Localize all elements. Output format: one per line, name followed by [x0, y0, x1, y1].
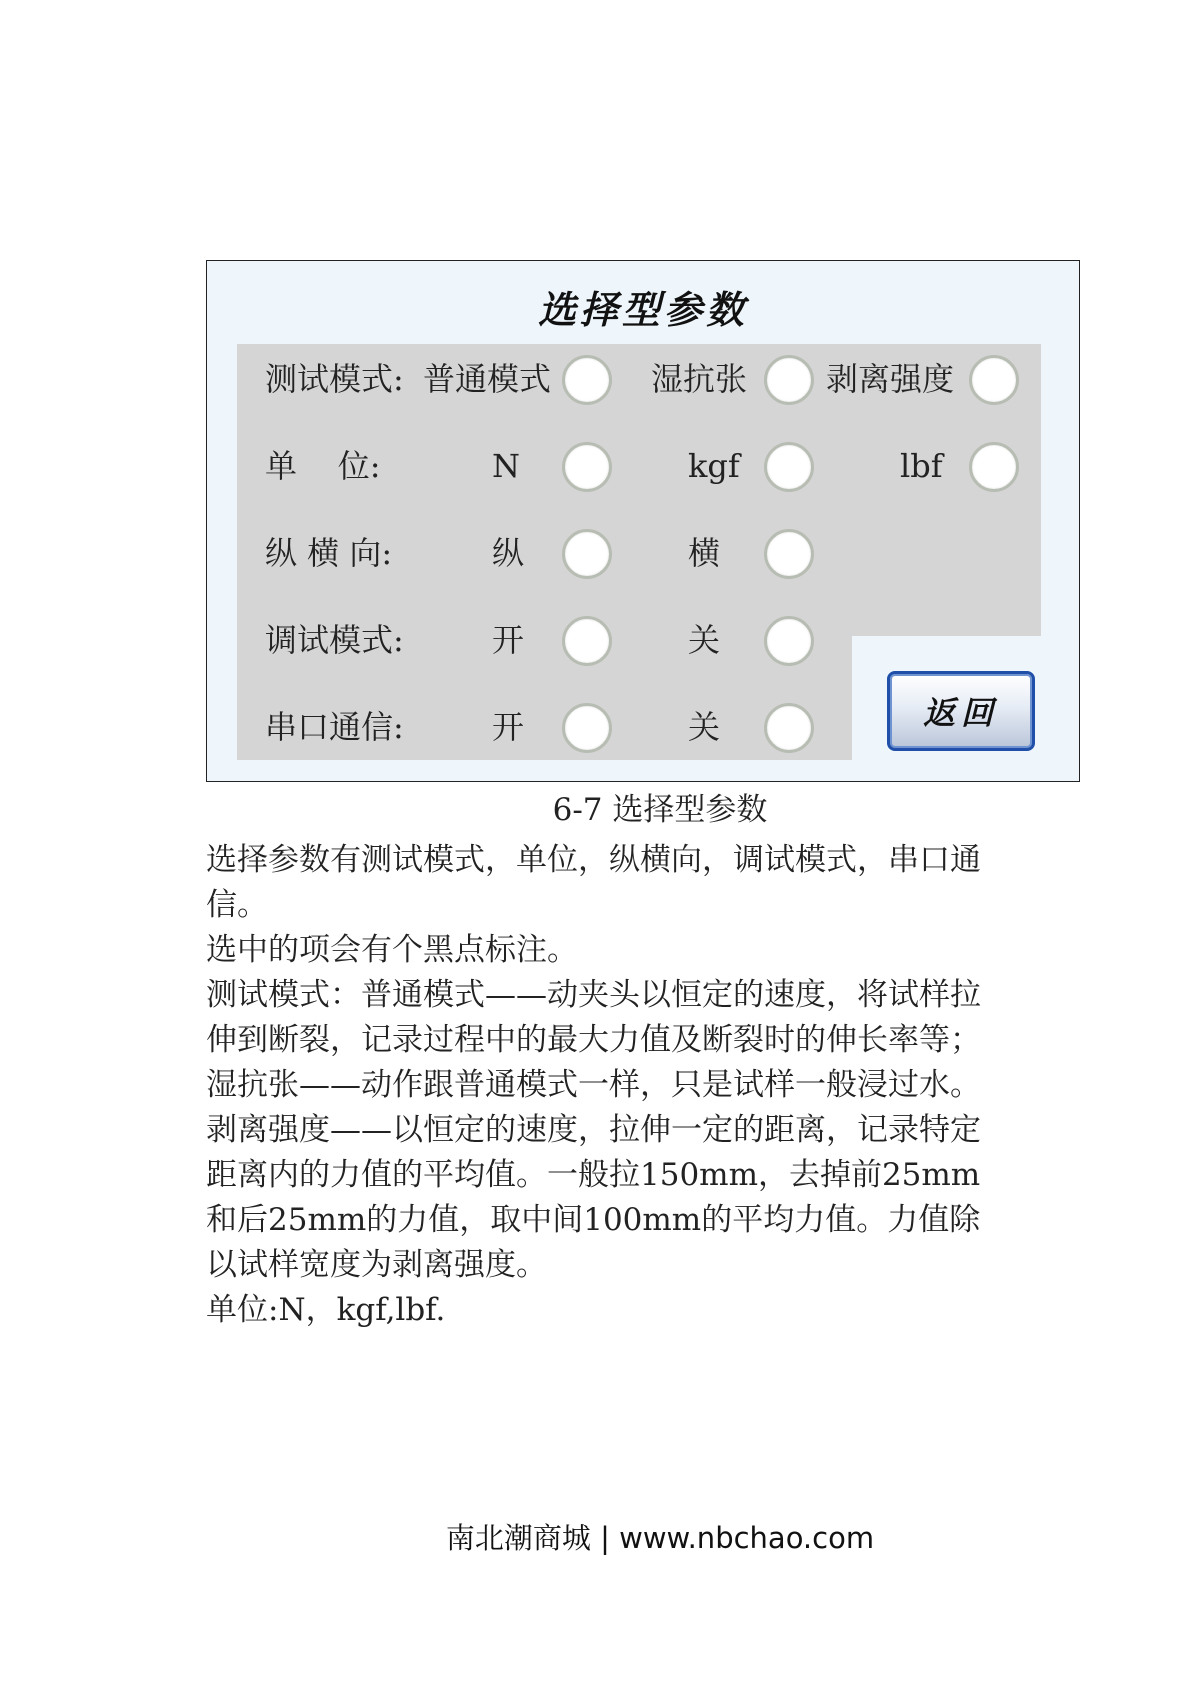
- paragraph: 湿抗张——动作跟普通模式一样，只是试样一般浸过水。: [206, 1067, 981, 1103]
- body-text: [206, 838, 1006, 1333]
- radio-transverse[interactable]: [764, 529, 814, 579]
- radio-debug-off[interactable]: [764, 616, 814, 666]
- option-unit-lbf: lbf: [900, 447, 943, 485]
- option-peel-strength: 剥离强度: [826, 360, 955, 398]
- paragraph: 选择参数有测试模式，单位，纵横向，调试模式，串口通信。: [206, 842, 981, 923]
- direction-label: 纵 横 向:: [265, 534, 393, 572]
- test-mode-label: 测试模式:: [265, 360, 404, 398]
- figure-caption: 6-7 选择型参数: [552, 792, 768, 828]
- paragraph: 测试模式：普通模式——动夹头以恒定的速度，将试样拉伸到断裂，记录过程中的最大力值及断裂时的伸长率等；: [206, 977, 981, 1058]
- radio-unit-n[interactable]: [562, 442, 612, 492]
- option-wet-tensile: 湿抗张: [651, 360, 748, 398]
- option-serial-on: 开: [492, 708, 525, 746]
- option-normal-mode: 普通模式: [423, 360, 552, 398]
- radio-serial-off[interactable]: [764, 703, 814, 753]
- option-unit-kgf: kgf: [688, 447, 740, 485]
- radio-unit-kgf[interactable]: [764, 442, 814, 492]
- paragraph: 剥离强度——以恒定的速度，拉伸一定的距离，记录特定距离内的力值的平均值。一般拉150mm，去掉前25mm和后25mm的力值，取中间100mm的平均力值。力值除以试样宽度为剥离强度。: [206, 1112, 981, 1283]
- footer-watermark: 南北潮商城 | www.nbchao.com: [445, 1521, 875, 1555]
- option-serial-off: 关: [688, 708, 721, 746]
- radio-longitudinal[interactable]: [562, 529, 612, 579]
- screenshot-frame: [206, 260, 1080, 782]
- option-debug-off: 关: [688, 621, 721, 659]
- debug-mode-label: 调试模式:: [265, 621, 404, 659]
- radio-normal-mode[interactable]: [562, 355, 612, 405]
- option-longitudinal: 纵: [492, 534, 525, 572]
- radio-debug-on[interactable]: [562, 616, 612, 666]
- radio-peel-strength[interactable]: [969, 355, 1019, 405]
- paragraph: 选中的项会有个黑点标注。: [206, 932, 578, 968]
- back-button[interactable]: 返回: [887, 671, 1035, 751]
- radio-serial-on[interactable]: [562, 703, 612, 753]
- radio-unit-lbf[interactable]: [969, 442, 1019, 492]
- option-unit-n: N: [492, 447, 520, 485]
- radio-wet-tensile[interactable]: [764, 355, 814, 405]
- serial-comm-label: 串口通信:: [265, 708, 404, 746]
- unit-label: 单 位:: [265, 447, 381, 485]
- option-debug-on: 开: [492, 621, 525, 659]
- paragraph: 单位:N，kgf,lbf.: [206, 1292, 446, 1328]
- screen-title: 选择型参数: [537, 287, 748, 332]
- option-transverse: 横: [688, 534, 721, 572]
